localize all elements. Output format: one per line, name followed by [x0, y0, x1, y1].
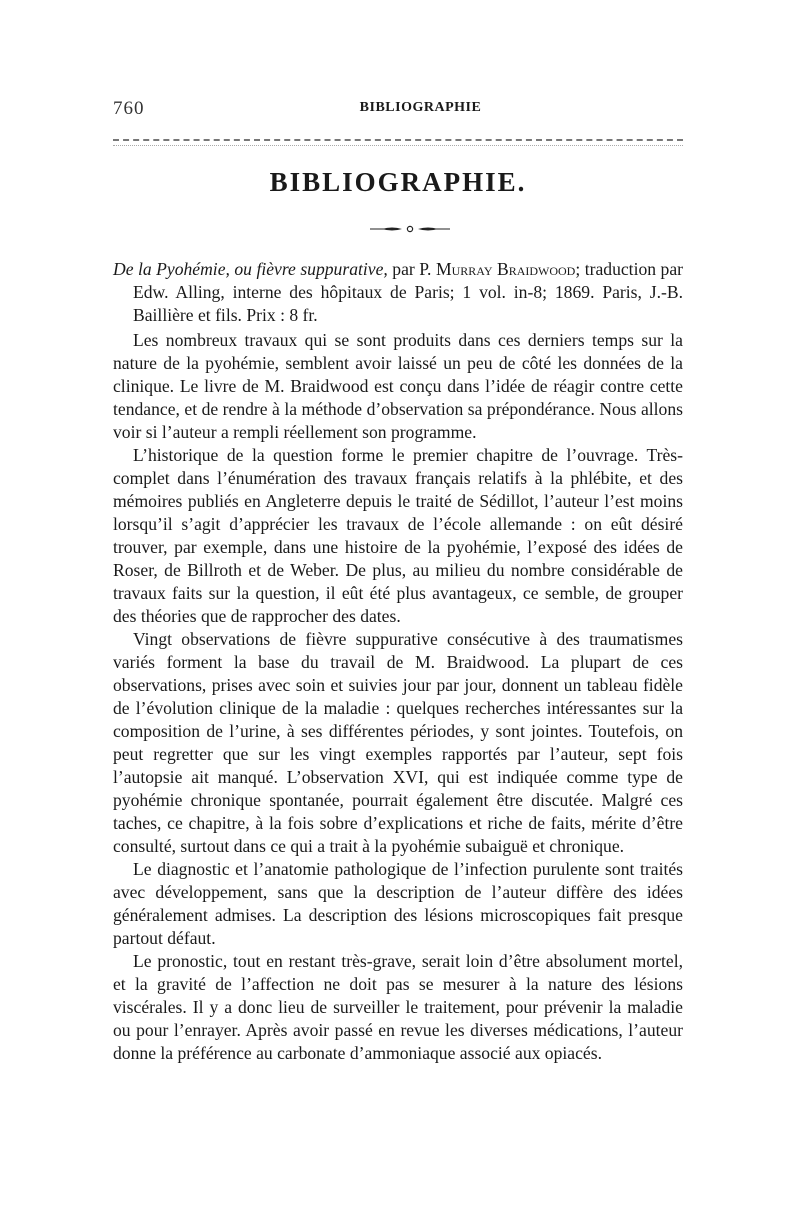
header-rule	[113, 139, 683, 141]
paragraph: Le diagnostic et l’anatomie pathologique de l’infection purulente sont traités avec développement, sans que la description de l’auteur diffère des idées généralement admises. La description des lésions microscopiques fait presque partout défaut.	[113, 859, 683, 948]
citation	[113, 258, 683, 327]
paragraph: Les nombreux travaux qui se sont produits dans ces derniers temps sur la nature de la pyohémie, semblent avoir laissé un peu de côté les données de la clinique. Le livre de M. Braidwood est conçu dans l’idée de réagir contre cette tendance, et de rendre à la méthode d’observation sa prépondérance. Nous allons voir si l’auteur a rempli réellement son programme.	[113, 330, 683, 442]
bibliography-entry	[113, 258, 683, 1065]
work-title: De la Pyohémie, ou fièvre suppurative,	[113, 259, 388, 279]
running-head	[113, 98, 683, 118]
author-prefix: par P.	[392, 259, 432, 279]
section-title: BIBLIOGRAPHIE.	[269, 167, 527, 197]
publication-details: ; traduction par Edw. Alling, interne des hôpitaux de Paris; 1 vol. in-8; 1869. Paris, J.-B. Baillière et fils. Prix : 8 fr.	[133, 259, 683, 325]
paragraph: L’historique de la question forme le premier chapitre de l’ouvrage. Très-complet dans l’énumération des travaux français relatifs à la phlébite, et des mémoires publiés en Angleterre depuis le traité de Sédillot, l’auteur l’est moins lorsqu’il s’agit d’apprécier les travaux de l’école allemande : on eût désiré trouver, par exemple, dans une histoire de la pyohémie, l’exposé des idées de Roser, de Billroth et de Weber. De plus, au milieu du nombre considérable de travaux faits sur la question, il eût été plus avantageux, ce semble, de grouper des théories que de rapprocher des dates.	[113, 445, 683, 626]
paragraph: Vingt observations de fièvre suppurative consécutive à des traumatismes variés forment la base du travail de M. Braidwood. La plupart de ces observations, prises avec soin et suivies jour par jour, donnent un tableau fidèle de l’évolution clinique de la maladie : quelques recherches intéressantes sur la composition de l’urine, à ses différentes périodes, y sont jointes. Toutefois, on peut regretter que sur les vingt exemples rapportés par l’auteur, sept fois l’autopsie ait manqué. L’observation XVI, qui est indiquée comme type de pyohémie chronique spontanée, pourrait également être discutée. Malgré ces taches, ce chapitre, à la fois sobre d’explications et riche de faits, mérite d’être consulté, surtout dans ce qui a trait à la pyohémie subaiguë et chronique.	[113, 629, 683, 856]
page-number: 760	[113, 98, 145, 119]
author-name: Murray Braidwood	[435, 259, 576, 279]
paragraph: Le pronostic, tout en restant très-grave, serait loin d’être absolument mortel, et la gravité de l’affection ne doit pas se mesurer à la nature des lésions viscérales. Il y a donc lieu de surveiller le traitement, pour prévenir la maladie ou pour l’enrayer. Après avoir passé en revue les diverses médications, l’auteur donne la préférence au carbonate d’ammoniaque associé aux opiacés.	[113, 951, 683, 1063]
header-rule-secondary	[113, 145, 683, 146]
running-title: BIBLIOGRAPHIE	[359, 100, 482, 115]
ornament-divider	[370, 225, 450, 233]
